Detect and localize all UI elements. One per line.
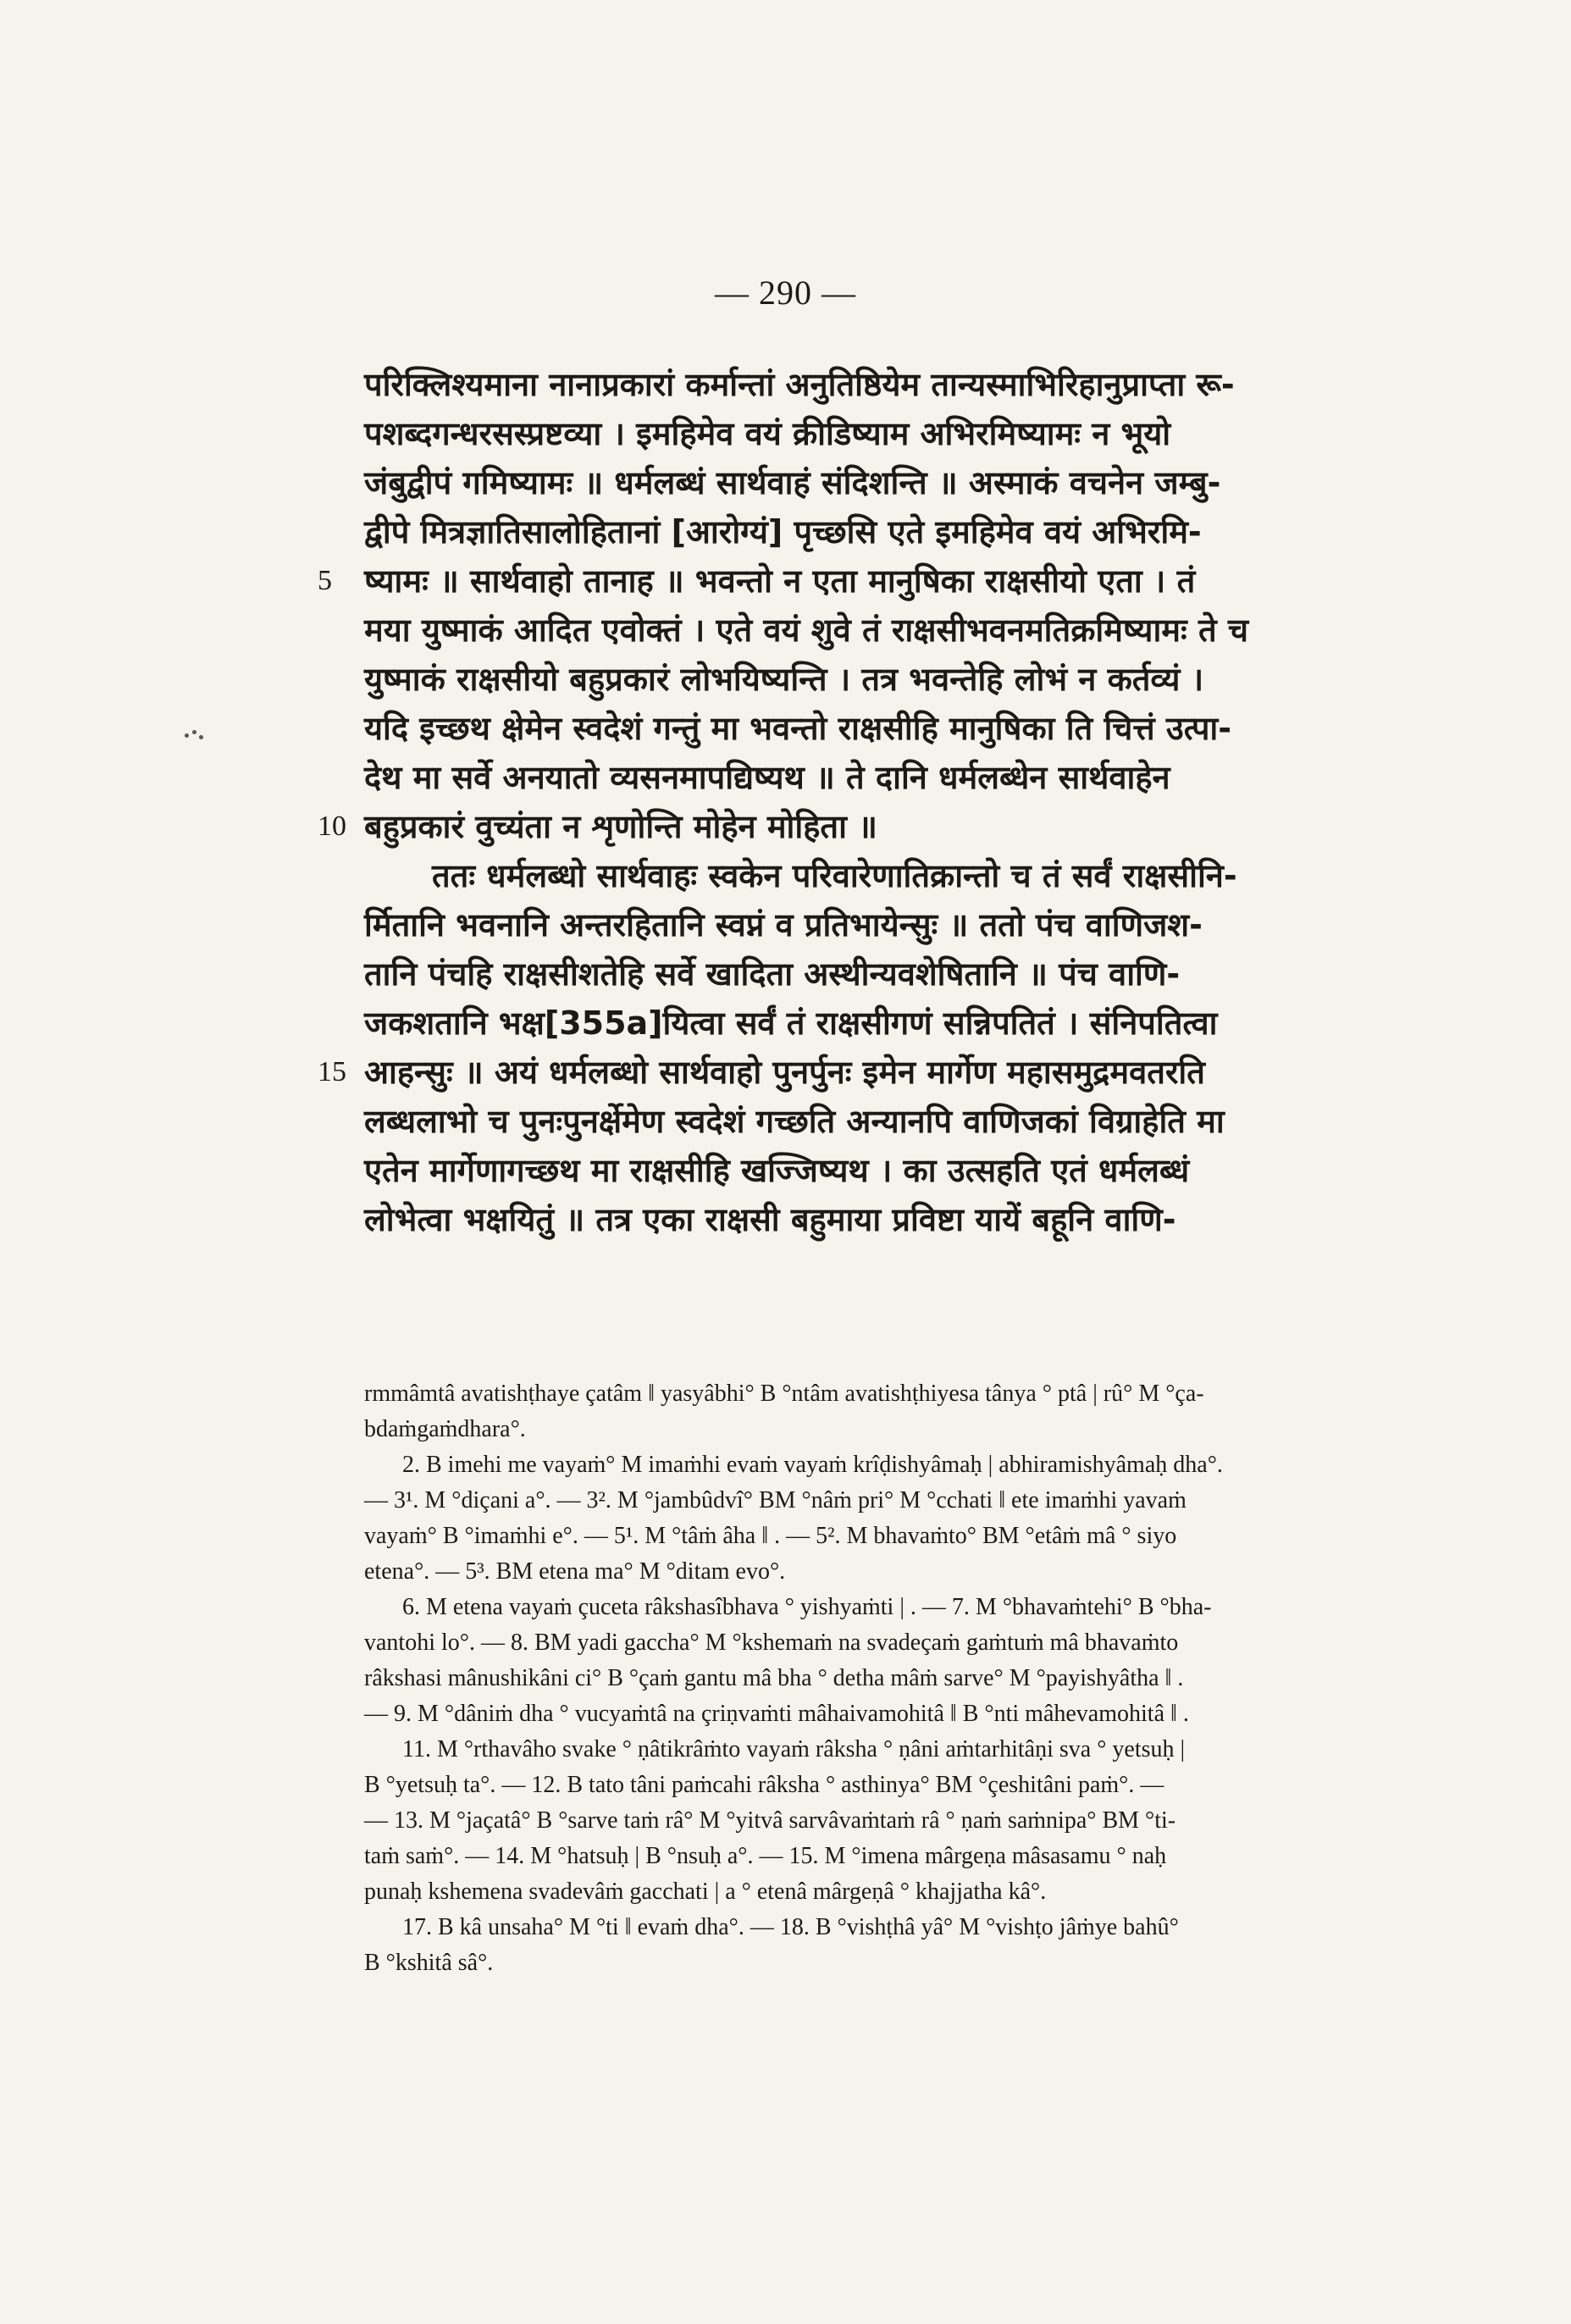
line-text: बहुप्रकारं वुच्यंता न शृणोन्ति मोहेन मोहिता ॥	[364, 808, 877, 845]
line-text: यदि इच्छथ क्षेमेन स्वदेशं गन्तुं मा भवन्तो राक्षसीहि मानुषिका ति चित्तं उत्पा-	[364, 710, 1232, 747]
footnote-line: etena°. — 5³. BM etena ma° M °ditam evo°.	[364, 1558, 786, 1585]
footnote-line: rmmâmtâ avatishṭhaye çatâm ‖ yasyâbhi° B °ntâm avatishṭhiyesa tânya ° ptâ | rû° M °ça-	[364, 1381, 1204, 1407]
footnote-line: B °yetsuḥ ta°. — 12. B tato tâni paṁcahi râksha ° asthinya° BM °çeshitâni paṁ°. —	[364, 1772, 1164, 1798]
footnote-line: B °kshitâ sâ°.	[364, 1950, 494, 1976]
ink-specks	[185, 728, 210, 742]
line-number: 15	[318, 1056, 346, 1087]
text-line	[364, 999, 1486, 1048]
line-text: आहन्सुः ॥ अयं धर्मलब्धो सार्थवाहो पुनर्पुनः इमेन मार्गेण महासमुद्रमवतरति	[364, 1054, 1205, 1091]
text-line	[364, 458, 1486, 507]
line-text: एतेन मार्गेणागच्छथ मा राक्षसीहि खज्जिष्यथ । का उत्सहति एतं धर्मलब्धं	[364, 1152, 1190, 1189]
text-line	[364, 1146, 1486, 1195]
footnote-line: vayaṁ° B °imaṁhi e°. — 5¹. M °tâṁ âha ‖ . — 5². M bhavaṁto° BM °etâṁ mâ ° siyo	[364, 1523, 1177, 1549]
footnote-line: bdaṁgaṁdhara°.	[364, 1416, 526, 1442]
text-line	[364, 949, 1486, 999]
text-line	[318, 802, 1486, 851]
line-text: ष्यामः ॥ सार्थवाहो तानाह ॥ भवन्तो न एता मानुषिका राक्षसीयो एता । तं	[364, 562, 1196, 600]
footnote-line: 2. B imehi me vayaṁ° M imaṁhi evaṁ vayaṁ krîḍishyâmaḥ | abhiramishyâmaḥ dha°.	[402, 1452, 1223, 1478]
sanskrit-text-block	[318, 360, 1486, 1244]
text-line	[364, 753, 1486, 802]
text-line	[364, 606, 1486, 655]
text-line	[364, 851, 1486, 900]
footnote-line: — 13. M °jaçatâ° B °sarve taṁ râ° M °yitvâ sarvâvaṁtaṁ râ ° ṇaṁ saṁnipa° BM °ti-	[364, 1807, 1176, 1834]
footnote-line: 11. M °rthavâho svake ° ṇâtikrâṁto vayaṁ râksha ° ṇâni aṁtarhitâṇi sva ° yetsuḥ |	[402, 1736, 1186, 1762]
line-text: ततः धर्मलब्धो सार्थवाहः स्वकेन परिवारेणातिक्रान्तो च तं सर्वं राक्षसीनि-	[432, 857, 1237, 894]
footnote-line: — 9. M °dâniṁ dha ° vucyaṁtâ na çriṇvaṁti mâhaivamohitâ ‖ B °nti mâhevamohitâ ‖ .	[364, 1701, 1189, 1727]
text-line	[364, 655, 1486, 704]
footnote-line: — 3¹. M °diçani a°. — 3². M °jambûdvî° BM °nâṁ pri° M °cchati ‖ ete imaṁhi yavaṁ	[364, 1487, 1187, 1513]
line-text: द्वीपे मित्रज्ञातिसालोहितानां [आरोग्यं] पृच्छसि एते इमहिमेव वयं अभिरमि-	[364, 513, 1202, 551]
text-line	[318, 556, 1486, 606]
text-line	[318, 1048, 1486, 1097]
footnotes-block	[364, 1376, 1486, 1981]
line-text: र्मितानि भवनानि अन्तरहितानि स्वप्नं व प्रतिभायेन्सुः ॥ ततो पंच वाणिजश-	[364, 906, 1203, 943]
line-text: जंबुद्वीपं गमिष्यामः ॥ धर्मलब्धं सार्थवाहं संदिशन्ति ॥ अस्माकं वचनेन जम्बु-	[364, 464, 1221, 501]
line-text: परिक्लिश्यमाना नानाप्रकारां कर्मान्तां अनुतिष्ठियेम तान्यस्माभिरिहानुप्राप्ता रू-	[364, 366, 1235, 403]
text-line	[364, 900, 1486, 949]
text-line	[364, 1195, 1486, 1244]
footnote-line: râkshasi mânushikâni ci° B °çaṁ gantu mâ bha ° detha mâṁ sarve° M °payishyâtha ‖ .	[364, 1665, 1184, 1691]
line-number: 10	[318, 811, 346, 842]
text-line	[364, 409, 1486, 458]
footnote-line: 6. M etena vayaṁ çuceta râkshasîbhava ° yishyaṁti | . — 7. M °bhavaṁtehi° B °bha-	[402, 1594, 1212, 1620]
text-line	[364, 704, 1486, 753]
line-text: लोभेत्वा भक्षयितुं ॥ तत्र एका राक्षसी बहुमाया प्रविष्टा यायें बहूनि वाणि-	[364, 1201, 1176, 1238]
line-number: 5	[318, 565, 332, 596]
text-line	[364, 1097, 1486, 1146]
line-text: पशब्दगन्धरसस्प्रष्टव्या । इमहिमेव वयं क्रीडिष्याम अभिरमिष्यामः न भूयो	[364, 415, 1171, 452]
footnote-line: taṁ saṁ°. — 14. M °hatsuḥ | B °nsuḥ a°. — 15. M °imena mârgeṇa mâsasamu ° naḥ	[364, 1843, 1167, 1869]
footnote-line: 17. B kâ unsaha° M °ti ‖ evaṁ dha°. — 18. B °vishṭhâ yâ° M °vishṭo jâṁye bahû°	[402, 1914, 1179, 1940]
text-line	[364, 360, 1486, 409]
footnote-line: vantohi lo°. — 8. BM yadi gaccha° M °kshemaṁ na svadeçaṁ gaṁtuṁ mâ bhavaṁto	[364, 1630, 1179, 1656]
line-text: तानि पंचहि राक्षसीशतेहि सर्वे खादिता अस्थीन्यवशेषितानि ॥ पंच वाणि-	[364, 955, 1181, 993]
page-number: — 290 —	[715, 274, 856, 312]
line-text: मया युष्माकं आदित एवोक्तं । एते वयं शुवे तं राक्षसीभवनमतिक्रमिष्यामः ते च	[364, 611, 1248, 649]
line-text: लब्धलाभो च पुनःपुनर्क्षेमेण स्वदेशं गच्छति अन्यानपि वाणिजकां विग्राहेति मा	[364, 1103, 1225, 1140]
line-text: देथ मा सर्वे अनयातो व्यसनमापद्यिष्यथ ॥ ते दानि धर्मलब्धेन सार्थवाहेन	[364, 759, 1170, 796]
text-line	[364, 507, 1486, 556]
line-text: युष्माकं राक्षसीयो बहुप्रकारं लोभयिष्यन्ति । तत्र भवन्तेहि लोभं न कर्तव्यं ।	[364, 661, 1204, 698]
footnote-line: punaḥ kshemena svadevâṁ gacchati | a ° etenâ mârgeṇâ ° khajjatha kâ°.	[364, 1879, 1047, 1905]
line-text: जकशतानि भक्ष[355a]यित्वा सर्वं तं राक्षसीगणं सन्निपतितं । संनिपतित्वा	[364, 1004, 1218, 1042]
